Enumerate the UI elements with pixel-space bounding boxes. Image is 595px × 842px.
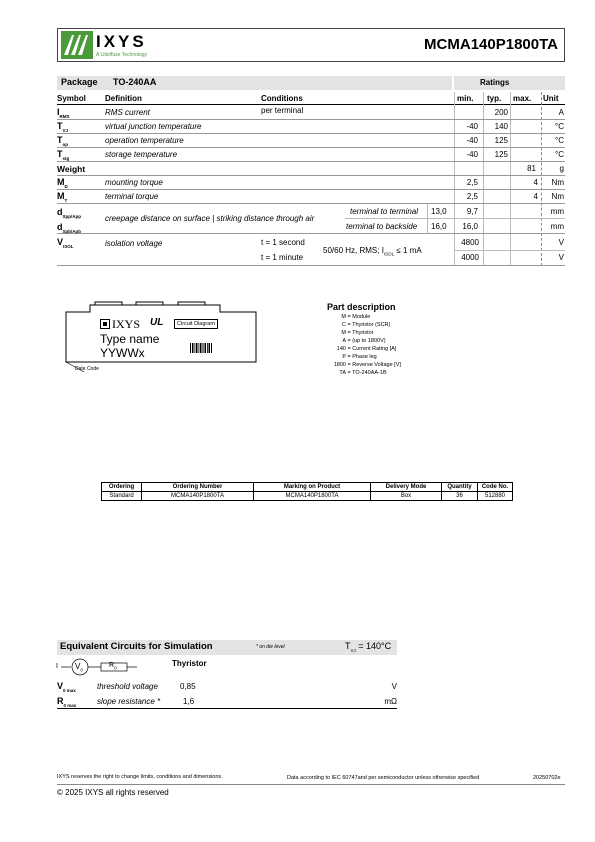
min-value: 2,5	[466, 178, 478, 187]
conditions: t = 1 minute	[261, 253, 304, 262]
cell-divider	[454, 250, 565, 251]
isolation-row-group	[57, 235, 565, 266]
conditions-frequency	[323, 246, 422, 257]
symbol: I	[57, 107, 60, 117]
list-item: 1800 = Reverse Voltage [V]	[330, 362, 401, 368]
equivalent-circuits-section	[57, 640, 397, 710]
conditions-frequency-text: 50/60 Hz, RMS; I	[323, 246, 384, 255]
cell-separator	[427, 204, 428, 234]
module-brand: IXYS	[112, 317, 141, 331]
symbol-sub: D	[64, 183, 68, 189]
table-row	[57, 120, 565, 134]
symbol-sub: Spb/Apb	[62, 228, 81, 234]
condition-value: 13,0	[431, 207, 447, 216]
symbol: T	[57, 121, 63, 131]
unit: mm	[550, 207, 564, 216]
table-row	[57, 680, 397, 694]
ordering-col: Marking on Product	[254, 483, 371, 492]
definition: creepage distance on surface | striking distance through air	[105, 214, 315, 223]
tvj-label: T	[345, 641, 351, 651]
ordering-col: Ordering Number	[142, 483, 254, 492]
ordering-cell: Box	[371, 492, 442, 501]
conditions-frequency-tail: ≤ 1 mA	[394, 246, 422, 255]
ul-mark-icon: UL	[150, 317, 164, 328]
ratings-label: Ratings	[480, 78, 510, 87]
tvj-value: = 140°C	[358, 641, 392, 651]
definition: RMS current	[105, 108, 150, 117]
symbol: T	[57, 149, 63, 159]
conditions-frequency-sub: ISOL	[383, 251, 395, 257]
table-row	[57, 148, 565, 162]
package-label: Package	[61, 77, 98, 87]
pd-text: (up to 1800V)	[352, 338, 386, 344]
thyristor-column-label: Thyristor	[172, 659, 207, 668]
circuit-current-label: I	[56, 663, 58, 670]
module-outline-icon	[60, 300, 280, 375]
footer-revision: 20250702e	[533, 775, 561, 781]
circuit-r-sub: 0	[114, 665, 117, 671]
unit: mΩ	[384, 697, 397, 706]
conditions: per terminal	[261, 106, 304, 115]
unit: A	[558, 108, 564, 117]
definition: storage temperature	[105, 150, 178, 159]
symbol: V	[57, 681, 64, 691]
pd-text: Module	[352, 314, 371, 320]
symbol-sub: stg	[62, 155, 70, 161]
document-header	[57, 28, 565, 62]
die-level-note: * on die level	[256, 644, 285, 650]
definition: slope resistance *	[97, 697, 161, 706]
min-value: -40	[466, 136, 478, 145]
date-code-label: Date Code	[75, 366, 99, 372]
value: 0,85	[180, 682, 196, 691]
table-row	[57, 134, 565, 148]
unit: V	[558, 253, 564, 262]
package-drawing	[60, 300, 280, 375]
equivalent-circuit-schematic	[57, 658, 157, 676]
circuit-v-sub: 0	[80, 667, 83, 673]
ratings-bar	[454, 76, 565, 90]
date-code-value: YYWWx	[100, 346, 145, 360]
ixys-logo	[58, 29, 158, 61]
symbol: V	[57, 237, 64, 247]
ordering-cell: 512880	[478, 492, 513, 501]
list-item: C = Thyristor (SCR)	[330, 322, 390, 328]
unit: °C	[555, 136, 564, 145]
table-row	[57, 162, 565, 176]
unit: g	[559, 164, 564, 173]
footer-disclaimer: IXYS reserves the right to change limits, conditions and dimensions.	[57, 774, 223, 780]
col-min: min.	[457, 94, 474, 103]
definition: threshold voltage	[97, 682, 158, 691]
ordering-header-row	[102, 483, 513, 492]
min-value: 9,7	[466, 207, 478, 216]
definition: operation temperature	[105, 136, 184, 145]
symbol-sub: VJ	[62, 127, 69, 133]
logo-wordmark: IXYS	[96, 32, 147, 51]
ordering-col: Delivery Mode	[371, 483, 442, 492]
conditions: t = 1 second	[261, 238, 305, 247]
ratings-header-row	[57, 92, 565, 105]
list-item: A = (up to 1800V)	[330, 338, 386, 344]
ratings-table	[57, 76, 565, 268]
equivalent-title: Equivalent Circuits for Simulation	[60, 641, 213, 652]
equivalent-bar	[57, 640, 397, 655]
typ-value: 81	[527, 164, 536, 173]
pd-code: TA	[339, 370, 346, 376]
value: 1,6	[183, 697, 195, 706]
symbol-sub: 0 max	[63, 702, 77, 708]
symbol: M	[57, 177, 65, 187]
symbol: d	[57, 207, 63, 217]
symbol: d	[57, 222, 63, 232]
col-typ: typ.	[487, 94, 502, 103]
min-value: 16,0	[462, 222, 478, 231]
table-row	[57, 176, 565, 190]
creepage-row-group	[57, 204, 565, 234]
pd-code: C	[342, 322, 346, 328]
pd-code: 1800	[333, 362, 346, 368]
part-description-list	[330, 314, 450, 384]
unit: Nm	[551, 192, 564, 201]
copyright: © 2025 IXYS all rights reserved	[57, 788, 169, 797]
symbol: Weight	[57, 164, 86, 174]
unit: V	[558, 238, 564, 247]
unit: V	[391, 682, 397, 691]
ordering-cell: Standard	[102, 492, 142, 501]
cell-divider	[345, 218, 565, 219]
ordering-cell: 36	[442, 492, 478, 501]
col-symbol: Symbol	[57, 94, 86, 103]
col-definition: Definition	[105, 94, 142, 103]
col-conditions: Conditions	[261, 94, 303, 103]
definition: mounting torque	[105, 178, 163, 187]
pd-text: Thyristor	[352, 330, 374, 336]
part-number-title: MCMA140P1800TA	[424, 36, 558, 53]
unit: °C	[555, 122, 564, 131]
ordering-col: Code No.	[478, 483, 513, 492]
pd-text: Phase leg	[352, 354, 377, 360]
symbol-sub: 0 max	[63, 687, 76, 693]
package-value: TO-240AA	[113, 77, 157, 87]
package-bar	[57, 76, 452, 90]
conditions: terminal to backside	[346, 222, 418, 231]
min-value: 2,5	[466, 192, 478, 201]
table-row	[57, 695, 397, 709]
pd-text: TO-240AA-1B	[352, 370, 387, 376]
pd-code: M	[341, 314, 346, 320]
type-name-label: Type name	[100, 332, 160, 346]
min-value: -40	[466, 150, 478, 159]
condition-value: 16,0	[431, 222, 447, 231]
unit: mm	[550, 222, 564, 231]
list-item: P = Phase leg	[330, 354, 377, 360]
max-value: 125	[494, 150, 508, 159]
ordering-cell: MCMA140P1800TA	[254, 492, 371, 501]
list-item: TA = TO-240AA-1B	[330, 370, 387, 376]
symbol-sub: T	[64, 197, 68, 203]
table-row	[57, 190, 565, 204]
col-max: max.	[513, 94, 532, 103]
pd-text: Current Rating [A]	[352, 346, 397, 352]
table-row	[57, 106, 565, 120]
pd-text: Thyristor (SCR)	[352, 322, 391, 328]
circuit-r-label: R	[109, 662, 115, 669]
tvj-sub: VJ	[350, 647, 356, 653]
symbol: M	[57, 191, 65, 201]
definition: terminal torque	[105, 192, 159, 201]
table-row	[102, 492, 513, 501]
symbol-sub: RMS	[59, 113, 70, 119]
pd-code: P	[342, 354, 346, 360]
min-value: 4800	[461, 238, 479, 247]
pd-text: Reverse Voltage [V]	[352, 362, 401, 368]
barcode-icon	[190, 343, 212, 357]
min-value: 4000	[461, 253, 479, 262]
symbol-sub: op	[62, 141, 68, 147]
definition: virtual junction temperature	[105, 122, 202, 131]
max-value: 140	[494, 122, 508, 131]
ordering-cell: MCMA140P1800TA	[142, 492, 254, 501]
conditions: terminal to terminal	[350, 207, 419, 216]
ordering-col: Ordering	[102, 483, 142, 492]
list-item: M = Thyristor	[330, 330, 374, 336]
symbol-sub: Spp/App	[62, 213, 81, 219]
min-value: -40	[466, 122, 478, 131]
pd-code: 140	[336, 346, 346, 352]
footer-divider	[57, 784, 565, 785]
list-item: 140 = Current Rating [A]	[330, 346, 396, 352]
symbol: T	[57, 135, 63, 145]
ixys-mini-logo-icon	[100, 319, 110, 329]
circuit-diagram-label: Circuit Diagram	[174, 319, 218, 329]
unit: Nm	[551, 178, 564, 187]
pd-code: A	[342, 338, 346, 344]
circuit-v-label: V	[75, 662, 81, 671]
list-item: M = Module	[330, 314, 370, 320]
footer-data-note: Data according to IEC 60747and per semiconductor unless otherwise specified	[287, 775, 480, 781]
circuit-schematic-icon	[57, 658, 157, 676]
part-description-title: Part description	[327, 302, 396, 312]
max-value: 4	[533, 178, 538, 187]
definition: isolation voltage	[105, 239, 163, 248]
max-value: 125	[494, 136, 508, 145]
pd-code: M	[341, 330, 346, 336]
symbol: R	[57, 696, 64, 706]
ordering-col: Quantity	[442, 483, 478, 492]
max-value: 4	[533, 192, 538, 201]
symbol-sub: ISOL	[63, 243, 74, 249]
ordering-table	[101, 482, 513, 501]
max-value: 200	[494, 108, 508, 117]
logo-mark-icon	[61, 31, 93, 59]
col-unit: Unit	[543, 94, 559, 103]
unit: °C	[555, 150, 564, 159]
logo-subtitle: A Littelfuse Technology	[96, 52, 148, 58]
